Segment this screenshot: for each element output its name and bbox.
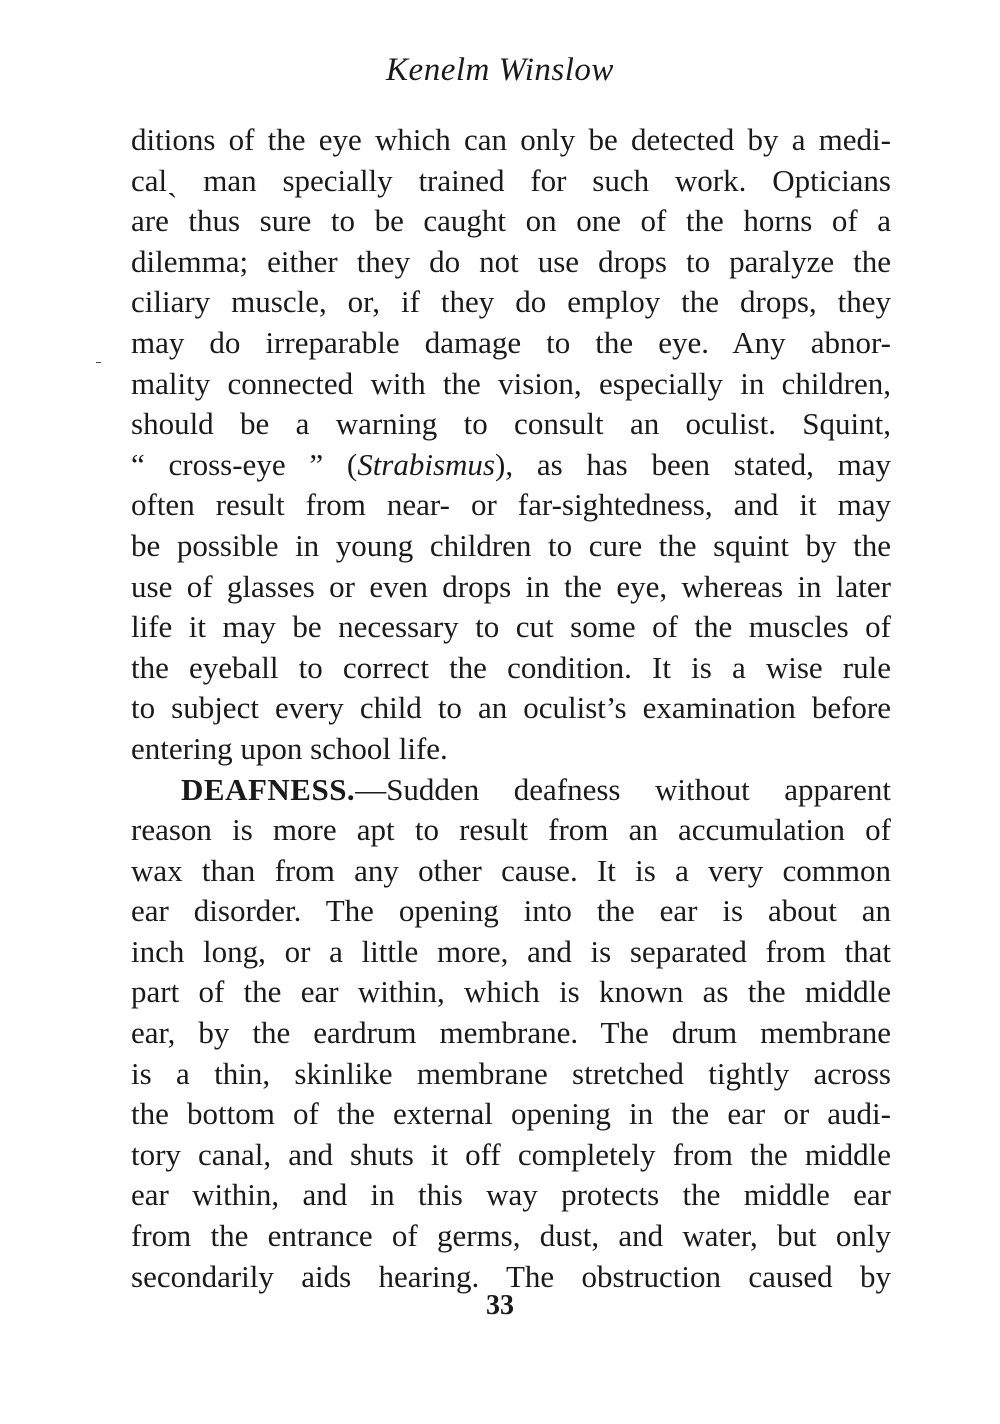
text-line: often result from near- or far-sightedness, and it may xyxy=(131,487,891,523)
text-line: to subject every child to an oculist’s examination before xyxy=(131,690,891,726)
text-line: the bottom of the external opening in the ear or audi- xyxy=(131,1096,891,1132)
page-number: 33 xyxy=(486,1290,514,1321)
text-line: calˏ man specially trained for such work. Opticians xyxy=(131,162,891,198)
text-line: be possible in young children to cure the squint by the xyxy=(131,527,891,563)
text-line: ear, by the eardrum membrane. The drum membrane xyxy=(131,1015,891,1051)
text-line: reason is more apt to result from an accumulation of xyxy=(131,812,891,848)
text-line: are thus sure to be caught on one of the horns of a xyxy=(131,203,891,239)
text-line: ditions of the eye which can only be detected by a medi- xyxy=(131,122,891,157)
text-line: tory canal, and shuts it off completely from the middle xyxy=(131,1136,891,1172)
quote-cross-eye: “ cross-eye ” ( xyxy=(131,446,358,482)
deafness-first-line xyxy=(131,770,891,811)
text-line: should be a warning to consult an oculist. Squint, xyxy=(131,406,891,442)
strabismus-term: Strabismus xyxy=(357,446,495,482)
text-line: ear disorder. The opening into the ear is about an xyxy=(131,893,891,929)
deafness-heading: DEAFNESS. xyxy=(181,771,356,807)
margin-mark xyxy=(96,362,101,363)
text-line: wax than from any other cause. It is a very common xyxy=(131,852,891,888)
text-line: use of glasses or even drops in the eye, whereas in later xyxy=(131,568,891,604)
running-head: Kenelm Winslow xyxy=(386,52,614,88)
text-line: life it may be necessary to cut some of the muscles of xyxy=(131,609,891,645)
line9-tail: ), as has been stated, may xyxy=(495,446,891,482)
body-text xyxy=(131,120,891,1297)
text-line: is a thin, skinlike membrane stretched tightly across xyxy=(131,1055,891,1091)
deafness-lead: —Sudden deafness without apparent xyxy=(355,771,891,807)
text-line: inch long, or a little more, and is separated from that xyxy=(131,933,891,969)
text-line: ciliary muscle, or, if they do employ the drops, they xyxy=(131,284,891,320)
text-line: mality connected with the vision, especially in children, xyxy=(131,365,891,401)
text-line: may do irreparable damage to the eye. Any abnor- xyxy=(131,324,891,360)
text-line: ear within, and in this way protects the middle ear xyxy=(131,1177,891,1213)
text-line: secondarily aids hearing. The obstruction caused by xyxy=(131,1258,891,1294)
text-line: entering upon school life. xyxy=(131,730,448,766)
text-line: dilemma; either they do not use drops to paralyze the xyxy=(131,243,891,279)
text-line: from the entrance of germs, dust, and water, but only xyxy=(131,1218,891,1254)
text-line: the eyeball to correct the condition. It is a wise rule xyxy=(131,649,891,685)
text-line: part of the ear within, which is known as the middle xyxy=(131,974,891,1010)
text-line-strabismus xyxy=(131,445,891,486)
